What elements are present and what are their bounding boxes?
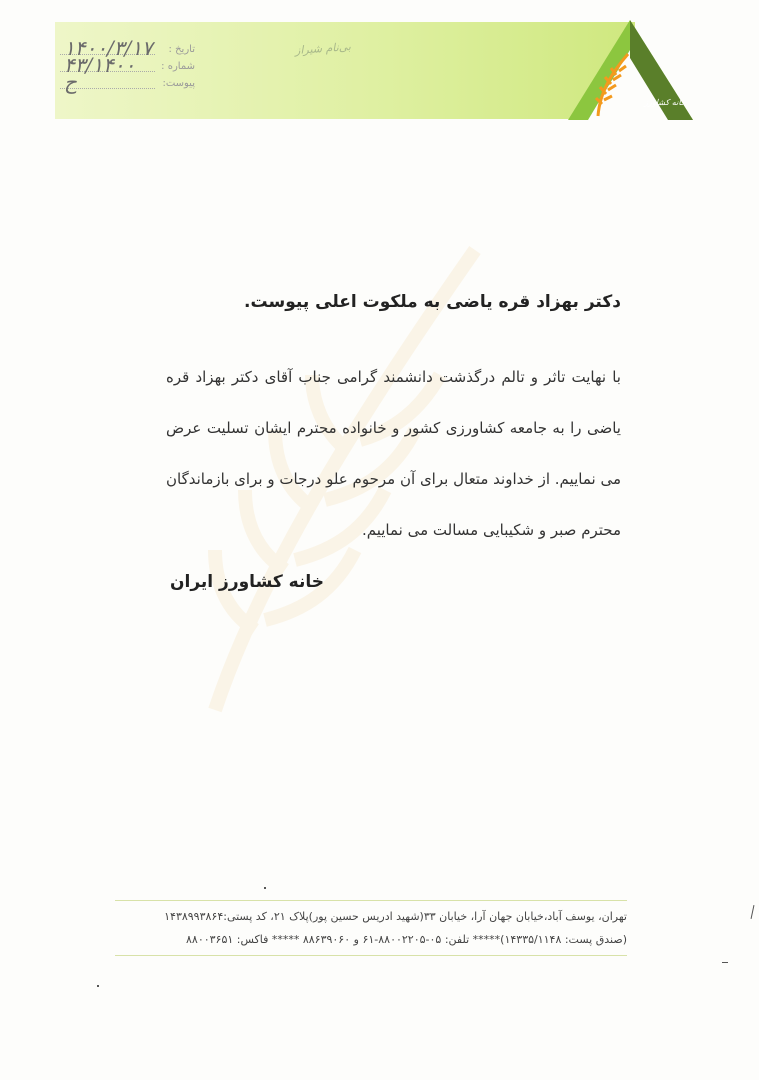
- footer-contact: (صندق پست: ۱۴۳۳۵/۱۱۴۸)***** تلفن: ۰۵-۸۸۰۰۲۲۰۵-۶۱ و ۸۸۶۳۹۰۶۰ ***** فاکس: ۸۸۰۰۳۶۵۱: [186, 933, 627, 946]
- meta-attachment-label: پیوست:: [162, 78, 195, 89]
- meta-number-value: ۴۳/۱۴۰۰: [64, 53, 136, 77]
- letter-meta: [60, 36, 195, 94]
- letter-title: دکتر بهزاد قره یاضی به ملکوت اعلی پیوست.: [244, 292, 621, 312]
- meta-attachment-value: ح: [64, 70, 77, 94]
- footer-address: تهران، یوسف آباد،خیابان جهان آرا، خیابان ۳۳(شهید ادریس حسین پور)پلاک ۲۱، کد پستی:۱۴۳۸۹۹۳۸۶۴: [164, 910, 627, 923]
- meta-number-label: شماره :: [161, 61, 195, 72]
- scan-speck: [722, 962, 728, 963]
- meta-number: [60, 53, 195, 77]
- logo-caption: خانه کشاورز: [644, 98, 686, 107]
- faint-stamp: بی‌نام شیراز: [294, 40, 352, 57]
- meta-date-label: تاریخ :: [168, 44, 195, 55]
- letterhead-footer: [115, 900, 627, 956]
- scan-speck: [264, 887, 266, 889]
- letter-signature: خانه کشاورز ایران: [170, 572, 324, 592]
- scan-speck: [97, 985, 99, 987]
- meta-date-value: ۱۴۰۰/۳/۱۷: [64, 36, 153, 60]
- meta-attachment: [60, 70, 195, 94]
- letter-body: با نهایت تاثر و تالم درگذشت دانشمند گرامی جناب آقای دکتر بهزاد قره یاضی را به جامعه کشاورزی کشور و خانواده محترم ایشان تسلیت عرض می نماییم. از خداوند متعال برای آن مرحوم علو درجات و برای بازماندگان محترم صبر و شکیبایی مسالت می نماییم.: [166, 368, 621, 539]
- scan-speck: [751, 905, 755, 919]
